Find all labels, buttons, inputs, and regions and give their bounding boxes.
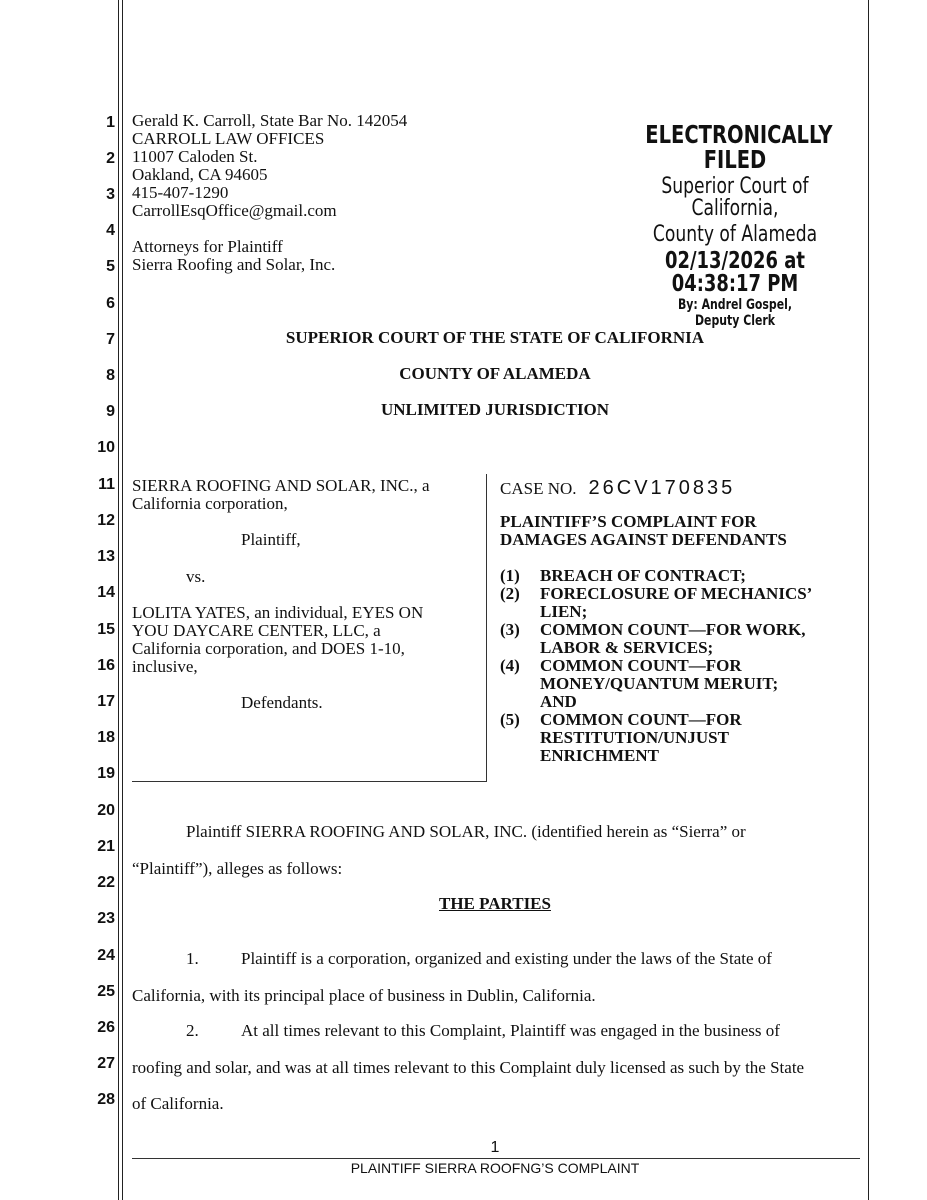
cause-item xyxy=(500,711,860,729)
complaint-title-line: PLAINTIFF’S COMPLAINT FOR xyxy=(500,512,757,531)
line-number: 27 xyxy=(97,1055,115,1072)
cause-item xyxy=(500,657,860,675)
plaintiff-description: California corporation, xyxy=(132,494,288,513)
line-number: 10 xyxy=(97,439,115,456)
defendants-line: LOLITA YATES, an individual, EYES ON xyxy=(132,603,424,622)
line-number: 3 xyxy=(106,186,115,203)
cause-text: COMMON COUNT—FOR xyxy=(540,710,742,729)
attorney-block xyxy=(132,112,407,274)
plaintiff-name: SIERRA ROOFING AND SOLAR, INC., a xyxy=(132,476,430,495)
case-label: CASE NO. xyxy=(500,479,577,498)
client-name: Sierra Roofing and Solar, Inc. xyxy=(132,255,336,274)
line-number: 13 xyxy=(97,548,115,565)
city-state-zip: Oakland, CA 94605 xyxy=(132,165,268,184)
line-number: 19 xyxy=(97,765,115,782)
cause-item-continued: AND xyxy=(540,692,577,711)
line-number: 9 xyxy=(106,403,115,420)
cause-number: (5) xyxy=(500,710,520,729)
cause-item xyxy=(500,567,860,585)
cause-number: (2) xyxy=(500,584,520,603)
paragraph-line: roofing and solar, and was at all times relevant to this Complaint duly licensed as such by the State xyxy=(132,1058,805,1077)
cause-item xyxy=(500,585,860,603)
intro-line: Plaintiff SIERRA ROOFING AND SOLAR, INC. (identified herein as “Sierra” or xyxy=(186,822,746,841)
line-number: 26 xyxy=(97,1019,115,1036)
stamp-county: County of Alameda xyxy=(652,222,818,247)
cause-item-continued: ENRICHMENT xyxy=(540,746,660,765)
caption-parties xyxy=(132,477,482,513)
defendants-block xyxy=(132,604,482,676)
paragraph-number: 1. xyxy=(186,949,199,968)
page-number: 1 xyxy=(490,1139,500,1156)
line-number: 12 xyxy=(97,512,115,529)
cause-item xyxy=(500,621,860,639)
line-number: 21 xyxy=(97,838,115,855)
section-heading: THE PARTIES xyxy=(439,894,551,913)
line-number: 2 xyxy=(106,150,115,167)
cause-number: (4) xyxy=(500,656,520,675)
defendants-line: California corporation, and DOES 1-10, xyxy=(132,639,405,658)
case-number-row xyxy=(500,477,735,500)
cause-item-continued: MONEY/QUANTUM MERUIT; xyxy=(540,674,779,693)
defendants-role: Defendants. xyxy=(241,693,323,712)
cause-number: (1) xyxy=(500,566,520,585)
cause-item-continued: LIEN; xyxy=(540,602,588,621)
line-number: 23 xyxy=(97,910,115,927)
paragraph-number: 2. xyxy=(186,1021,199,1040)
footer-title: PLAINTIFF SIERRA ROOFNG’S COMPLAINT xyxy=(350,1160,640,1176)
line-number: 5 xyxy=(106,258,115,275)
footer-rule xyxy=(132,1158,860,1159)
versus: vs. xyxy=(186,567,206,586)
causes-of-action xyxy=(500,567,860,765)
stamp-datetime: 02/13/2026 at 04:38:17 PM xyxy=(665,248,805,297)
paragraph-line: At all times relevant to this Complaint, Plaintiff was engaged in the business of xyxy=(241,1021,780,1040)
defendants-line: inclusive, xyxy=(132,657,198,676)
left-margin-rule-inner xyxy=(122,0,123,1200)
filing-stamp xyxy=(645,120,833,329)
line-number: 14 xyxy=(97,584,115,601)
cause-text: FORECLOSURE OF MECHANICS’ xyxy=(540,584,813,603)
line-number: 25 xyxy=(97,983,115,1000)
county-name: COUNTY OF ALAMEDA xyxy=(399,364,591,383)
line-number: 22 xyxy=(97,874,115,891)
line-number: 11 xyxy=(98,476,115,493)
cause-number: (3) xyxy=(500,620,520,639)
line-number: 4 xyxy=(106,222,115,239)
line-number: 18 xyxy=(97,729,115,746)
paragraph-line: California, with its principal place of business in Dublin, California. xyxy=(132,986,596,1005)
cause-text: COMMON COUNT—FOR WORK, xyxy=(540,620,806,639)
line-number: 20 xyxy=(97,802,115,819)
line-number: 24 xyxy=(97,947,115,964)
complaint-title xyxy=(500,513,787,549)
attorney-name: Gerald K. Carroll, State Bar No. 142054 xyxy=(132,111,408,130)
case-number: 26CV170835 xyxy=(588,477,736,499)
law-firm: CARROLL LAW OFFICES xyxy=(132,129,325,148)
cause-text: COMMON COUNT—FOR xyxy=(540,656,742,675)
line-number: 28 xyxy=(97,1091,115,1108)
court-name: SUPERIOR COURT OF THE STATE OF CALIFORNIA xyxy=(285,328,705,347)
line-number: 15 xyxy=(97,621,115,638)
cause-text: BREACH OF CONTRACT; xyxy=(540,566,746,585)
stamp-court: Superior Court of California, xyxy=(661,174,809,221)
cause-item-continued: LABOR & SERVICES; xyxy=(540,638,714,657)
line-number: 16 xyxy=(97,657,115,674)
intro-line: “Plaintiff”), alleges as follows: xyxy=(132,859,343,878)
complaint-title-line: DAMAGES AGAINST DEFENDANTS xyxy=(500,530,787,549)
line-number: 17 xyxy=(97,693,115,710)
cause-item-continued: RESTITUTION/UNJUST xyxy=(540,728,729,747)
caption-divider-vertical xyxy=(486,474,487,782)
stamp-title: ELECTRONICALLY FILED xyxy=(645,120,833,174)
stamp-clerk: By: Andrel Gospel, xyxy=(677,297,793,313)
left-margin-rule-outer xyxy=(118,0,119,1200)
paragraph-line: Plaintiff is a corporation, organized and existing under the laws of the State of xyxy=(241,949,772,968)
line-number: 7 xyxy=(106,331,115,348)
stamp-clerk-role: Deputy Clerk xyxy=(694,313,776,329)
jurisdiction: UNLIMITED JURISDICTION xyxy=(380,400,610,419)
defendants-line: YOU DAYCARE CENTER, LLC, a xyxy=(132,621,381,640)
plaintiff-role: Plaintiff, xyxy=(241,530,301,549)
street-address: 11007 Caloden St. xyxy=(132,147,258,166)
right-margin-rule xyxy=(868,0,869,1200)
line-number: 8 xyxy=(106,367,115,384)
paragraph-line: of California. xyxy=(132,1094,224,1113)
phone: 415-407-1290 xyxy=(132,183,229,202)
email: CarrollEsqOffice@gmail.com xyxy=(132,201,337,220)
caption-divider-bottom xyxy=(132,781,487,782)
line-number: 1 xyxy=(106,114,115,131)
attorneys-for: Attorneys for Plaintiff xyxy=(132,237,283,256)
line-number: 6 xyxy=(106,295,115,312)
